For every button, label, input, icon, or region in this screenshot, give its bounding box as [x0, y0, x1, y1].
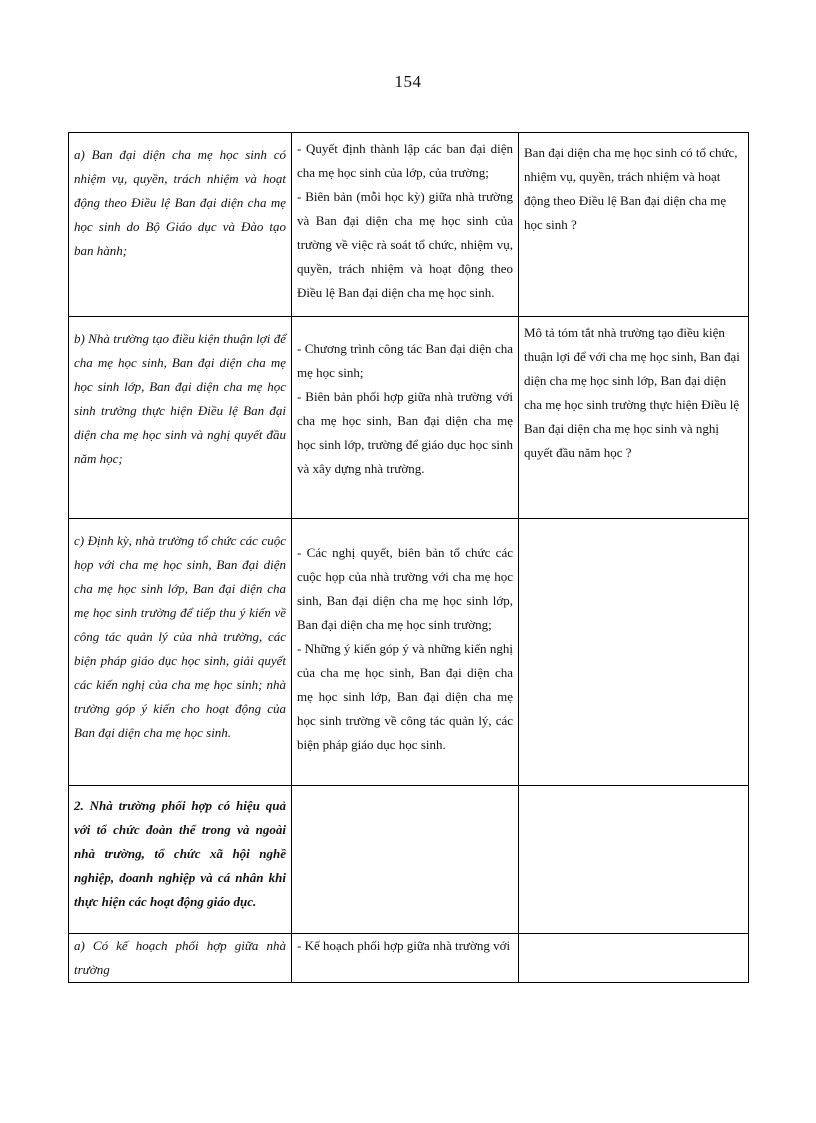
- table-row: [69, 133, 749, 317]
- evidence-cell: - Quyết định thành lập các ban đại diện cha mẹ học sinh của lớp, của trường; - Biên bản (mỗi học kỳ) giữa nhà trường và Ban đại diện cha mẹ học sinh của trường về việc rà soát tổ chức, nhiệm vụ, quyền, trách nhiệm và hoạt động theo Điều lệ Ban đại diện cha mẹ học sinh.: [292, 133, 519, 317]
- requirement-cell: a) Có kế hoạch phối hợp giữa nhà trường: [69, 934, 292, 983]
- requirement-cell: c) Định kỳ, nhà trường tổ chức các cuộc họp với cha mẹ học sinh, Ban đại diện cha mẹ học sinh lớp, Ban đại diện cha mẹ học sinh trường để tiếp thu ý kiến về công tác quản lý của nhà trường, các biện pháp giáo dục học sinh, giải quyết các kiến nghị của cha mẹ học sinh; nhà trường góp ý kiến cho hoạt động của Ban đại diện cha mẹ học sinh.: [69, 519, 292, 786]
- requirement-cell: b) Nhà trường tạo điều kiện thuận lợi để cha mẹ học sinh, Ban đại diện cha mẹ học sinh lớp, Ban đại diện cha mẹ học sinh trường thực hiện Điều lệ Ban đại diện cha mẹ học sinh và nghị quyết đầu năm học;: [69, 317, 292, 519]
- table-row: [69, 317, 749, 519]
- requirement-cell: a) Ban đại diện cha mẹ học sinh có nhiệm vụ, quyền, trách nhiệm và hoạt động theo Điều lệ Ban đại diện cha mẹ học sinh do Bộ Giáo dục và Đào tạo ban hành;: [69, 133, 292, 317]
- table-row: [69, 934, 749, 983]
- question-cell: [519, 934, 749, 983]
- question-cell: [519, 786, 749, 934]
- page-number: 154: [394, 72, 422, 91]
- requirement-cell: 2. Nhà trường phối hợp có hiệu quả với tổ chức đoàn thể trong và ngoài nhà trường, tổ chức xã hội nghề nghiệp, doanh nghiệp và cá nhân khi thực hiện các hoạt động giáo dục.: [69, 786, 292, 934]
- criteria-table: [68, 132, 749, 983]
- evidence-cell: - Kế hoạch phối hợp giữa nhà trường với: [292, 934, 519, 983]
- evidence-cell: [292, 786, 519, 934]
- question-cell: Ban đại diện cha mẹ học sinh có tổ chức, nhiệm vụ, quyền, trách nhiệm và hoạt động theo Điều lệ Ban đại diện cha mẹ học sinh ?: [519, 133, 749, 317]
- question-cell: Mô tả tóm tắt nhà trường tạo điều kiện thuận lợi để với cha mẹ học sinh, Ban đại diện cha mẹ học sinh lớp, Ban đại diện cha mẹ học sinh trường thực hiện Điều lệ Ban đại diện cha mẹ học sinh và nghị quyết đầu năm học ?: [519, 317, 749, 519]
- evidence-cell: - Các nghị quyết, biên bản tổ chức các cuộc họp của nhà trường với cha mẹ học sinh, Ban đại diện cha mẹ học sinh lớp, Ban đại diện cha mẹ học sinh trường; - Những ý kiến góp ý và những kiến nghị của cha mẹ học sinh, Ban đại diện cha mẹ học sinh lớp, Ban đại diện cha mẹ học sinh trường về công tác quản lý, các biện pháp giáo dục học sinh.: [292, 519, 519, 786]
- table-row: [69, 786, 749, 934]
- question-cell: [519, 519, 749, 786]
- table-row: [69, 519, 749, 786]
- evidence-cell: - Chương trình công tác Ban đại diện cha mẹ học sinh; - Biên bản phối hợp giữa nhà trường với cha mẹ học sinh, Ban đại diện cha mẹ học sinh lớp, trường để giáo dục học sinh và xây dựng nhà trường.: [292, 317, 519, 519]
